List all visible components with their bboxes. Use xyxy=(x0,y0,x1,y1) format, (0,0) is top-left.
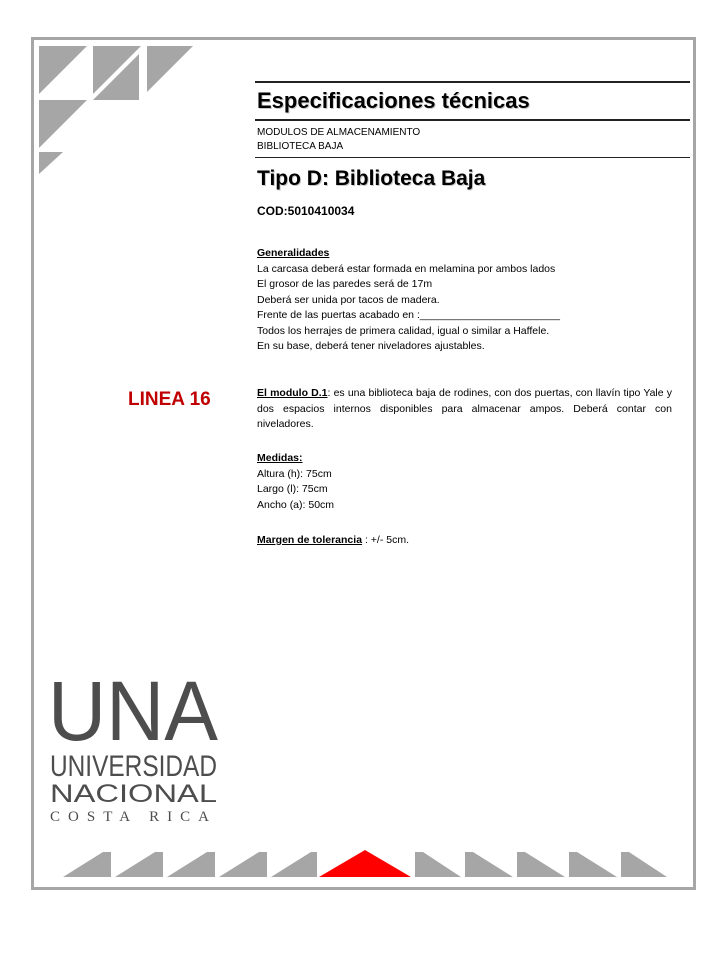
generalidades-line: Todos los herrajes de primera calidad, igual o similar a Haffele. xyxy=(257,324,550,337)
header-subtitle xyxy=(257,126,420,154)
modulo-description xyxy=(257,386,672,433)
modulo-text: : es una biblioteca baja de rodines, con dos puertas, con llavín tipo Yale y dos espacios internos disponibles para almacenar ampos. Deberá contar con niveladores. xyxy=(257,387,672,430)
bottom-shape xyxy=(415,852,461,877)
medida-line: Ancho (a): 50cm xyxy=(257,498,335,511)
generalidades-heading: Generalidades xyxy=(257,247,330,259)
una-logo xyxy=(48,664,223,828)
logo-word-costa-rica: COSTA RICA xyxy=(50,809,217,825)
decorative-triangles-top xyxy=(39,46,194,176)
subtitle-line-2: BIBLIOTECA BAJA xyxy=(257,141,344,152)
header-rule-top xyxy=(255,81,690,83)
header-rule-middle xyxy=(255,119,690,121)
generalidades-line: Frente de las puertas acabado en :________________________ xyxy=(257,309,561,321)
generalidades-line: El grosor de las paredes será de 17m xyxy=(257,278,433,290)
logo-acronym: UNA xyxy=(48,664,218,758)
subtitle-line-1: MODULOS DE ALMACENAMIENTO xyxy=(257,127,421,138)
tolerancia-label: Margen de tolerancia xyxy=(257,534,363,546)
bottom-shape xyxy=(621,852,667,877)
bottom-shape xyxy=(115,852,163,877)
logo-word-universidad: UNIVERSIDAD xyxy=(50,750,217,783)
tolerancia-value: : +/- 5cm. xyxy=(362,534,409,546)
bottom-shape xyxy=(517,852,565,877)
tolerancia-line xyxy=(257,533,617,549)
generalidades-line: Deberá ser unida por tacos de madera. xyxy=(257,293,440,306)
bottom-shape xyxy=(167,852,215,877)
bottom-shape xyxy=(465,852,513,877)
generalidades-line: La carcasa deberá estar formada en melamina por ambos lados xyxy=(257,262,556,275)
bottom-shape xyxy=(569,852,617,877)
medidas-heading: Medidas: xyxy=(257,452,303,464)
header-rule-bottom xyxy=(255,157,690,158)
bottom-shape xyxy=(271,852,317,877)
bottom-accent-triangle xyxy=(319,850,411,877)
bottom-shape xyxy=(219,852,267,877)
linea-label: LINEA 16 xyxy=(128,389,211,410)
bottom-shape xyxy=(63,852,111,877)
logo-word-nacional: NACIONAL xyxy=(50,780,218,808)
medidas-section xyxy=(257,451,557,513)
product-code: COD:5010410034 xyxy=(257,204,355,218)
medida-line: Altura (h): 75cm xyxy=(257,467,332,480)
medida-line: Largo (l): 75cm xyxy=(257,483,328,495)
page-title: Especificaciones técnicas xyxy=(257,88,530,113)
generalidades-section xyxy=(257,246,697,355)
decorative-shapes-bottom xyxy=(63,850,668,878)
generalidades-line: En su base, deberá tener niveladores ajustables. xyxy=(257,340,485,352)
modulo-label: El modulo D.1 xyxy=(257,387,328,399)
product-title: Tipo D: Biblioteca Baja xyxy=(257,167,486,190)
